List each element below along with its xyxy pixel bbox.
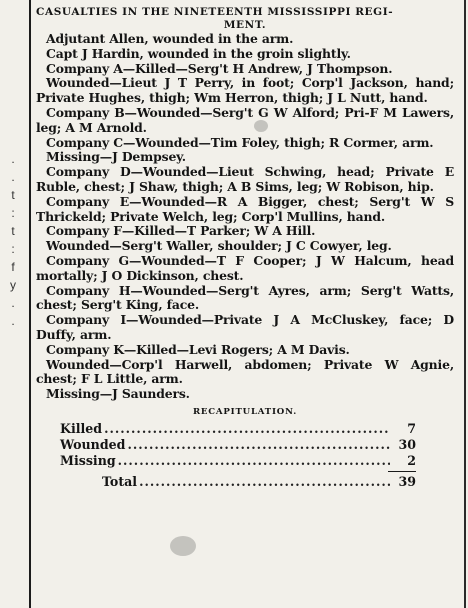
casualty-paragraph: Wounded—Corp'l Harwell, abdomen; Private W Agnie, chest; F L Little, arm. <box>36 356 454 387</box>
margin-mark: t <box>11 188 15 202</box>
casualty-paragraph: Wounded—Serg't Waller, shoulder; J C Cowyer, leg. <box>46 238 392 254</box>
margin-mark: . <box>11 296 15 310</box>
recap-total-value: 39 <box>398 473 416 489</box>
casualty-paragraph: Company F—Killed—T Parker; W A Hill. <box>46 223 316 239</box>
casualty-paragraph: Company A—Killed—Serg't H Andrew, J Thompson. <box>46 60 393 76</box>
recap-label: Killed <box>60 420 103 436</box>
column-rule <box>29 0 31 608</box>
ink-smudge <box>170 536 196 556</box>
margin-mark: : <box>11 242 15 256</box>
casualty-paragraph: Company K—Killed—Levi Rogers; A M Davis. <box>46 341 350 357</box>
headline-line-2: MENT. <box>223 19 267 31</box>
headline-line-1: CASUALTIES IN THE NINETEENTH MISSISSIPPI REGI- <box>36 6 394 18</box>
ink-smudge <box>254 120 268 132</box>
casualty-paragraph: Company C—Wounded—Tim Foley, thigh; R Cormer, arm. <box>46 134 434 150</box>
casualty-paragraph: Wounded—Lieut J T Perry, in foot; Corp'l Jackson, hand; Private Hughes, thigh; Wm Herron, thigh; J L Nutt, hand. <box>36 75 454 106</box>
recap-value: 7 <box>407 420 416 436</box>
margin-mark: . <box>11 314 15 328</box>
casualty-paragraph: Missing—J Dempsey. <box>46 149 186 165</box>
margin-mark: : <box>11 206 15 220</box>
casualty-paragraph: Company G—Wounded—T F Cooper; J W Halcum, head mortally; J O Dickinson, chest. <box>36 252 454 283</box>
casualty-paragraph: Capt J Hardin, wounded in the groin slightly. <box>46 45 351 61</box>
dot-leader <box>104 421 390 437</box>
casualty-article <box>36 6 454 490</box>
recapitulation-heading: RECAPITULATION. <box>192 406 297 417</box>
total-rule <box>388 471 416 472</box>
recap-row-wounded <box>60 437 416 453</box>
margin-mark: . <box>11 152 15 166</box>
recap-label: Missing <box>60 452 116 468</box>
casualty-paragraph: Company I—Wounded—Private J A McCluskey, face; D Duffy, arm. <box>36 312 454 342</box>
dot-leader <box>139 474 390 490</box>
recap-value: 30 <box>398 436 416 452</box>
recap-label: Wounded <box>60 436 126 452</box>
casualty-paragraph: Adjutant Allen, wounded in the arm. <box>46 31 294 46</box>
recapitulation-table <box>60 421 416 490</box>
recap-row-killed <box>60 421 416 437</box>
casualty-paragraph: Company E—Wounded—R A Bigger, chest; Serg't W S Thrickeld; Private Welch, leg; Corp'l Mullins, hand. <box>36 193 454 224</box>
recap-row-missing <box>60 453 416 469</box>
casualty-paragraph: Missing—J Saunders. <box>46 386 190 402</box>
dot-leader <box>118 453 390 469</box>
margin-mark: . <box>11 170 15 184</box>
casualty-paragraph: Company B—Wounded—Serg't G W Alford; Pri-F M Lawers, leg; A M Arnold. <box>36 104 454 135</box>
margin-mark: y <box>10 278 16 292</box>
recap-value: 2 <box>407 452 416 468</box>
adjacent-column-fragment <box>2 150 24 330</box>
casualty-paragraph: Company H—Wounded—Serg't Ayres, arm; Serg't Watts, chest; Serg't King, face. <box>36 282 454 313</box>
dot-leader <box>127 437 390 453</box>
right-column-rule <box>464 0 466 608</box>
margin-mark: t <box>11 224 15 238</box>
casualty-paragraph: Company D—Wounded—Lieut Schwing, head; Private E Ruble, chest; J Shaw, thigh; A B Sims, leg; W Robison, hip. <box>36 164 454 194</box>
margin-mark: f <box>11 260 15 274</box>
recap-total-label: Total <box>102 473 138 489</box>
recap-row-total <box>60 474 416 490</box>
article-headline <box>36 6 454 32</box>
